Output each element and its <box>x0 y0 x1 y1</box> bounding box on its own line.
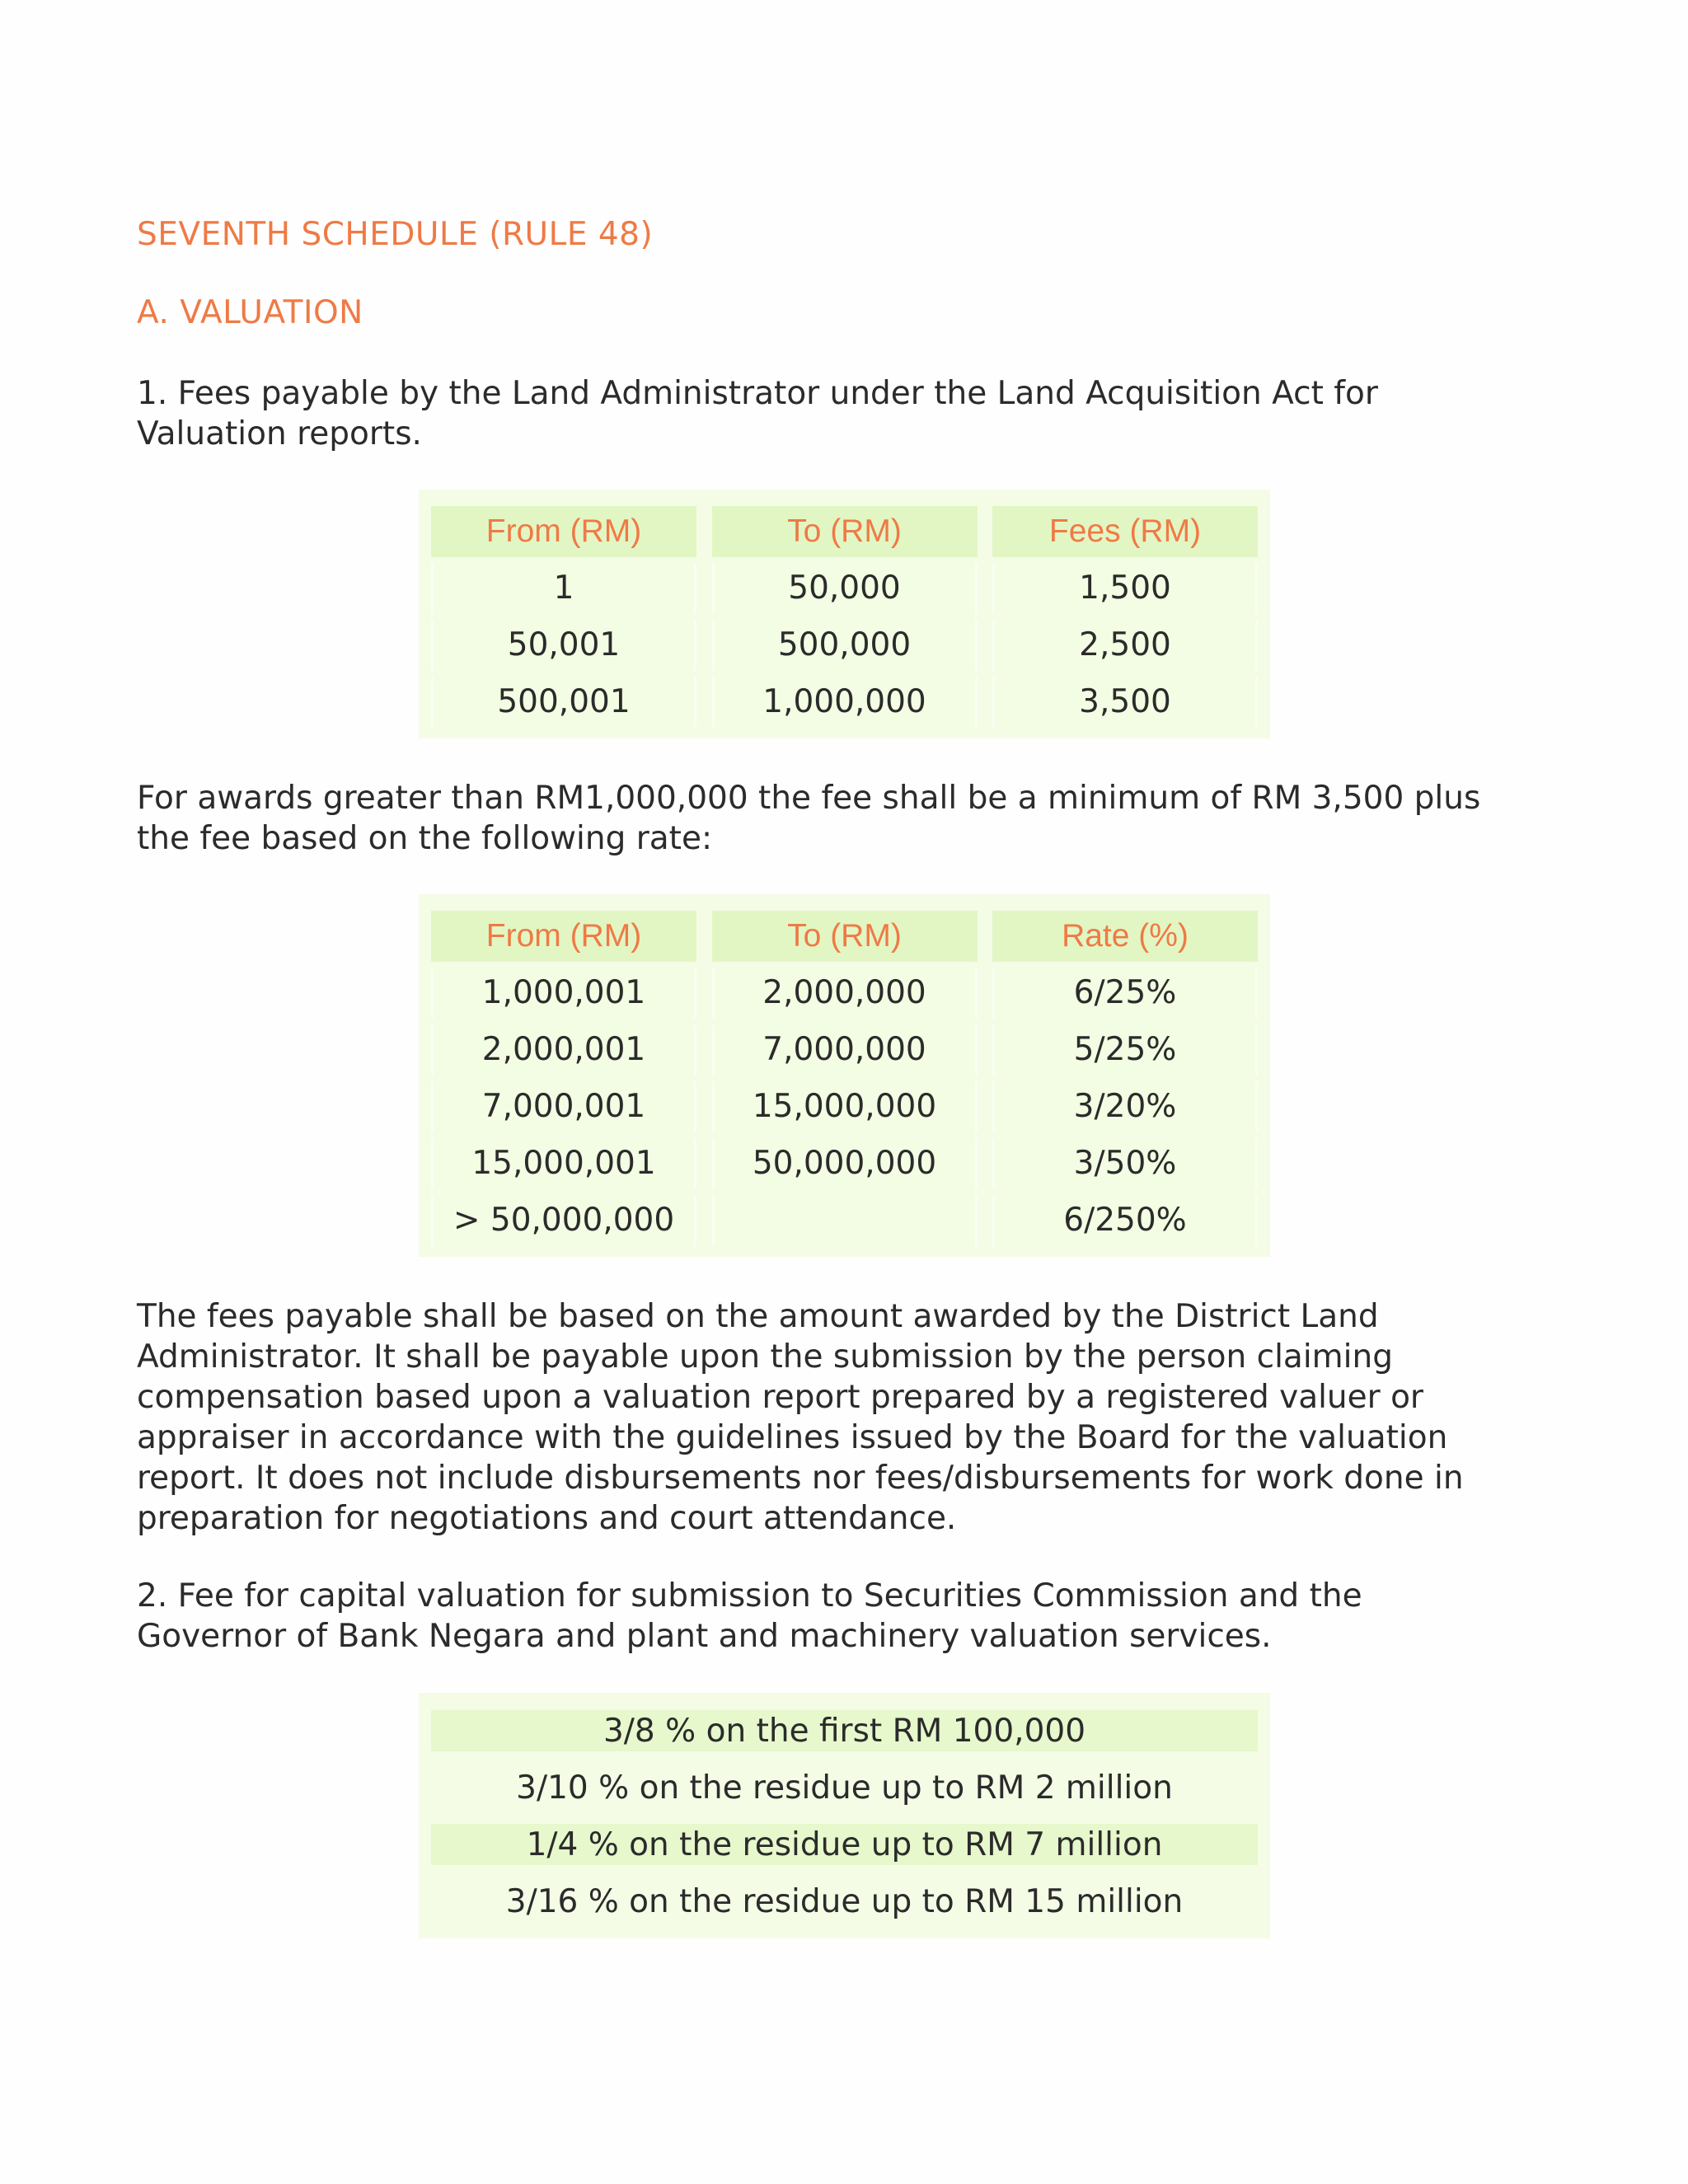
item-2-text <box>137 1576 1554 1657</box>
table-row: 1/4 % on the residue up to RM 7 million <box>431 1824 1258 1865</box>
fees-table-cell: 1,500 <box>992 563 1258 614</box>
table-row: 3/16 % on the residue up to RM 15 million <box>505 1883 1184 1920</box>
rate-table-cell: 50,000,000 <box>712 1138 978 1189</box>
fees-table-header-to: To (RM) <box>712 506 978 557</box>
fees-paragraph <box>137 1296 1554 1539</box>
fees-paragraph-line-5: report. It does not include disbursements nor fees/disbursements for work done in <box>137 1460 1464 1497</box>
rate-table-cell: 2,000,000 <box>712 968 978 1019</box>
schedule-title: SEVENTH SCHEDULE (RULE 48) <box>137 216 654 253</box>
rate-table-cell: > 50,000,000 <box>431 1195 696 1246</box>
rate-table-cell: 3/20% <box>992 1081 1258 1132</box>
rate-table-cell: 6/25% <box>992 968 1258 1019</box>
rate-table-cell: 2,000,001 <box>431 1024 696 1076</box>
item-2-line-2: Governor of Bank Negara and plant and machinery valuation services. <box>137 1618 1272 1655</box>
table-row <box>431 1192 1258 1249</box>
rate-table-cell: 6/250% <box>992 1195 1258 1246</box>
awards-text <box>137 778 1554 859</box>
table-row: 3/8 % on the first RM 100,000 <box>431 1710 1258 1751</box>
rate-table-cell: 15,000,000 <box>712 1081 978 1132</box>
section-title: A. VALUATION <box>137 294 363 331</box>
fees-table-cell: 1 <box>431 563 696 614</box>
item-2-line-1: 2. Fee for capital valuation for submission to Securities Commission and the <box>137 1577 1362 1615</box>
table-row <box>431 673 1258 730</box>
rate-table-header-row <box>431 907 1258 964</box>
fees-paragraph-line-6: preparation for negotiations and court attendance. <box>137 1500 957 1537</box>
rate-table-cell: 5/25% <box>992 1024 1258 1076</box>
table-row <box>431 1078 1258 1135</box>
fees-paragraph-line-3: compensation based upon a valuation report prepared by a registered valuer or <box>137 1379 1423 1416</box>
fees-table-cell: 50,000 <box>712 563 978 614</box>
item-1-text <box>137 373 1554 454</box>
fees-paragraph-line-2: Administrator. It shall be payable upon the submission by the person claiming <box>137 1338 1393 1376</box>
table-row <box>431 1135 1258 1192</box>
rate-table-cell: 15,000,001 <box>431 1138 696 1189</box>
fees-paragraph-line-1: The fees payable shall be based on the amount awarded by the District Land <box>137 1298 1379 1335</box>
rate-table-cell: 7,000,000 <box>712 1024 978 1076</box>
rate-table-header-rate: Rate (%) <box>992 911 1258 962</box>
rate-table-cell <box>712 1195 978 1246</box>
table-row <box>431 560 1258 616</box>
fees-table-cell: 50,001 <box>431 620 696 671</box>
table-row <box>431 616 1258 673</box>
fees-table-cell: 500,001 <box>431 677 696 728</box>
table-row <box>431 1021 1258 1078</box>
item-1-line-2: Valuation reports. <box>137 415 422 452</box>
rate-table-cell: 1,000,001 <box>431 968 696 1019</box>
awards-line-1: For awards greater than RM1,000,000 the fee shall be a minimum of RM 3,500 plus <box>137 780 1481 817</box>
fees-paragraph-line-4: appraiser in accordance with the guidelines issued by the Board for the valuation <box>137 1419 1448 1456</box>
fees-table <box>419 490 1270 738</box>
fees-table-header-fees: Fees (RM) <box>992 506 1258 557</box>
table-row <box>431 964 1258 1021</box>
fees-table-header-from: From (RM) <box>431 506 696 557</box>
rate-table-header-from: From (RM) <box>431 911 696 962</box>
fees-table-cell: 2,500 <box>992 620 1258 671</box>
fees-table-cell: 3,500 <box>992 677 1258 728</box>
awards-line-2: the fee based on the following rate: <box>137 820 713 857</box>
table-row: 3/10 % on the residue up to RM 2 million <box>516 1769 1173 1807</box>
fees-table-cell: 1,000,000 <box>712 677 978 728</box>
rate-table <box>419 894 1270 1257</box>
fees-table-header-row <box>431 503 1258 560</box>
rate-table-cell: 7,000,001 <box>431 1081 696 1132</box>
rate-table-cell: 3/50% <box>992 1138 1258 1189</box>
rate-table-header-to: To (RM) <box>712 911 978 962</box>
item-1-line-1: 1. Fees payable by the Land Administrator under the Land Acquisition Act for <box>137 375 1378 412</box>
capital-valuation-table <box>419 1693 1270 1938</box>
fees-table-cell: 500,000 <box>712 620 978 671</box>
